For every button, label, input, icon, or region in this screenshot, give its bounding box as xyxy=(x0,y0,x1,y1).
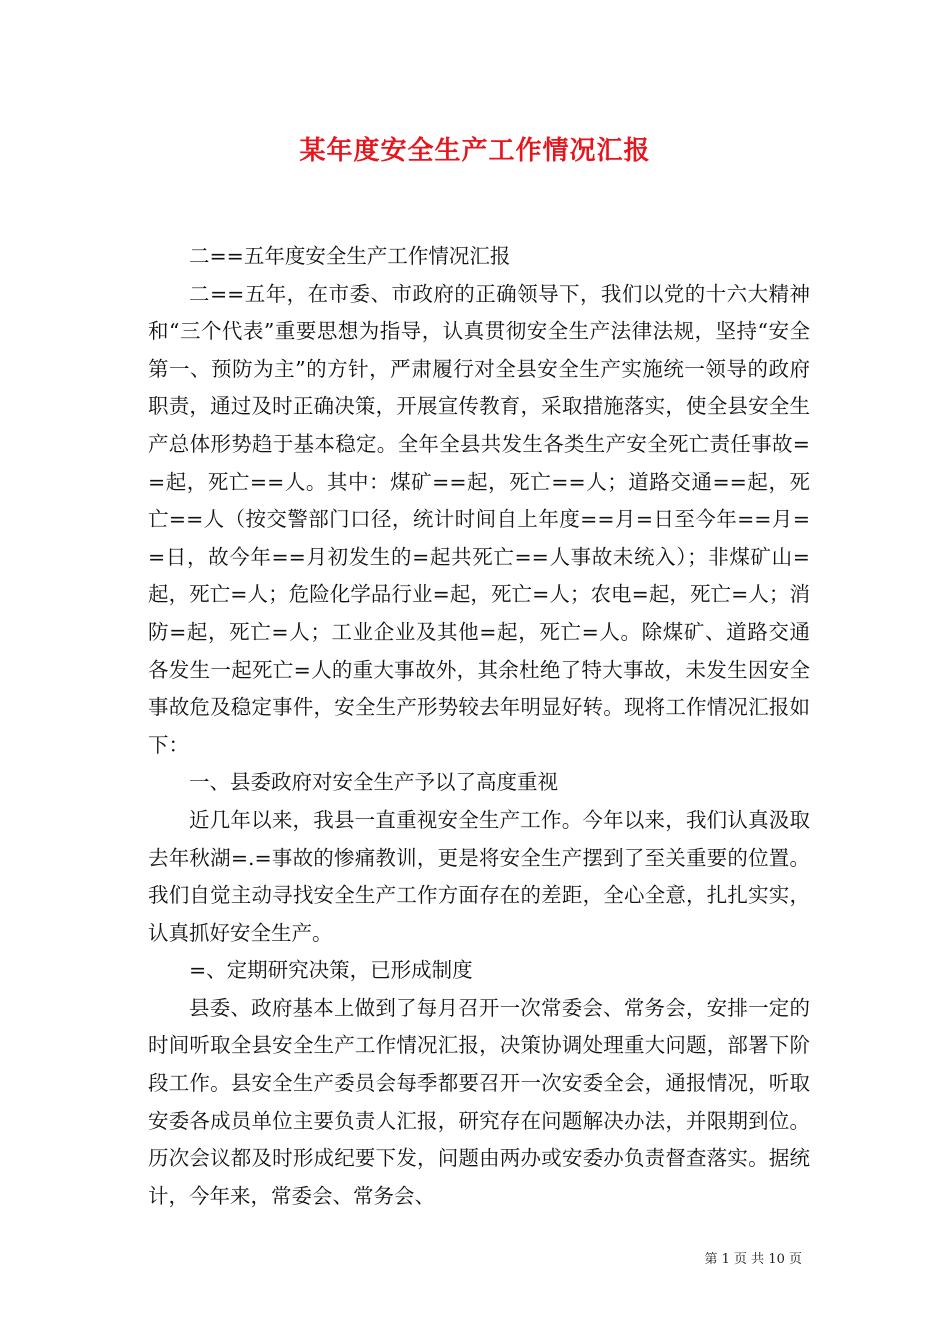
document-title: 某年度安全生产工作情况汇报 xyxy=(299,136,651,166)
intro-paragraph: 二==五年，在市委、市政府的正确领导下，我们以党的十六大精神和“三个代表”重要思想为指导，认真贯彻安全生产法律法规，坚持“安全第一、预防为主”的方针，严肃履行对全县安全生产实施统一领导的政府职责，通过及时正确决策，开展宣传教育，采取措施落实，使全县安全生产总体形势趋于基本稳定。全年全县共发生各类生产安全死亡责任事故==起，死亡==人。其中：煤矿==起，死亡==人；道路交通==起，死亡==人（按交警部门口径，统计时间自上年度==月=日至今年==月==日，故今年==月初发生的=起共死亡==人事故未统入）；非煤矿山=起，死亡=人；危险化学品行业=起，死亡=人；农电=起，死亡=人；消防=起，死亡=人；工业企业及其他=起，死亡=人。除煤矿、道路交通各发生一起死亡=人的重大事故外，其余杜绝了特大事故，未发生因安全事故危及稳定事件，安全生产形势较去年明显好转。现将工作情况汇报如下： xyxy=(148,281,810,757)
section-heading-2: =、定期研究决策，已形成制度 xyxy=(189,958,473,983)
section-paragraph-1: 近几年以来，我县一直重视安全生产工作。今年以来，我们认真汲取去年秋湖=.=事故的惨痛教训，更是将安全生产摆到了至关重要的位置。我们自觉主动寻找安全生产工作方面存在的差距，全心全意，扎扎实实，认真抓好安全生产。 xyxy=(148,807,810,945)
section-heading-1: 一、县委政府对安全生产予以了高度重视 xyxy=(189,770,558,795)
report-subtitle: 二==五年度安全生产工作情况汇报 xyxy=(189,244,511,268)
section-paragraph-2: 县委、政府基本上做到了每月召开一次常委会、常务会，安排一定的时间听取全县安全生产工作情况汇报，决策协调处理重大问题，部署下阶段工作。县安全生产委员会每季都要召开一次安委全会，通报情况，听取安委各成员单位主要负责人汇报，研究存在问题解决办法，并限期到位。历次会议都及时形成纪要下发，问题由两办或安委办负责督查落实。据统计，今年来，常委会、常务会、 xyxy=(148,995,810,1208)
page-number-footer: 第 1 页 共 10 页 xyxy=(704,1252,802,1267)
document-body xyxy=(148,238,810,1215)
